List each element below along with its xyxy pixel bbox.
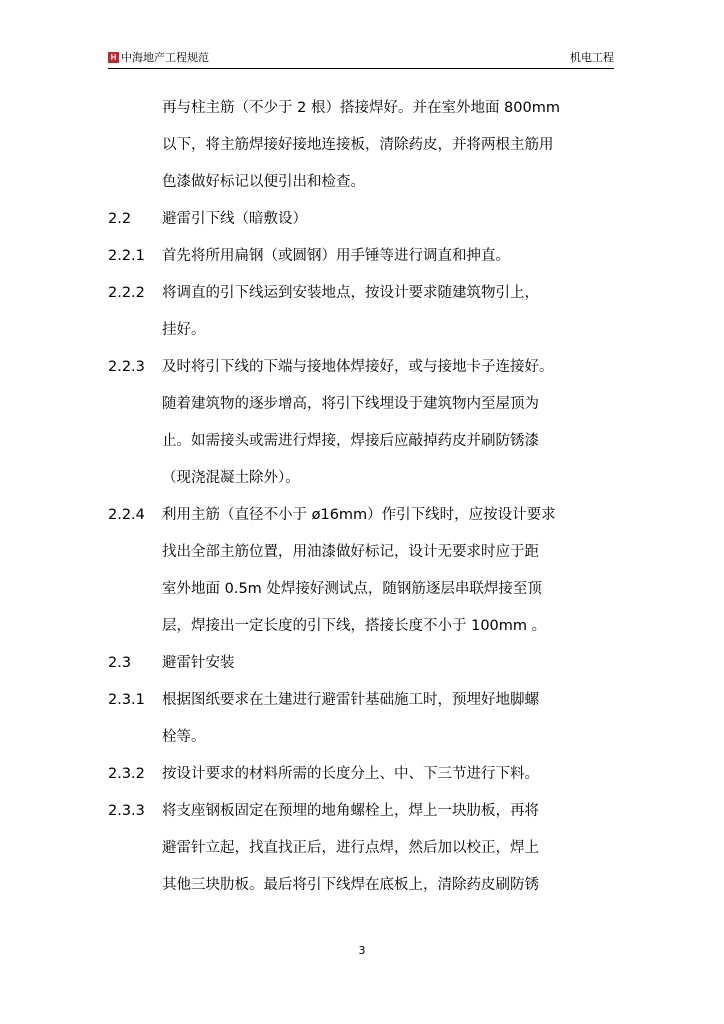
text-line: 按设计要求的材料所需的长度分上、中、下三节进行下料。 <box>162 766 539 782</box>
text-line: 随着建筑物的逐步增高，将引下线埋设于建筑物内至屋顶为 <box>162 396 539 412</box>
text-line: 避雷针立起，找直找正后，进行点焊，然后加以校正，焊上 <box>162 840 539 856</box>
paragraph <box>108 682 618 756</box>
text-line: 找出全部主筋位置，用油漆做好标记，设计无要求时应于距 <box>162 544 539 560</box>
paragraph <box>108 497 618 645</box>
text-line: 根据图纸要求在土建进行避雷针基础施工时，预埋好地脚螺 <box>162 692 539 708</box>
section-number: 2.2 <box>108 211 132 227</box>
document-body <box>108 90 618 904</box>
paragraph <box>108 793 618 904</box>
text-line: 将支座钢板固定在预埋的地角螺栓上，焊上一块肋板，再将 <box>162 803 539 819</box>
text-line: 避雷引下线（暗敷设） <box>162 211 307 227</box>
section-number: 2.2.1 <box>108 248 145 264</box>
text-line: 及时将引下线的下端与接地体焊接好，或与接地卡子连接好。 <box>162 359 554 375</box>
text-line: 其他三块肋板。最后将引下线焊在底板上，清除药皮刷防锈 <box>162 877 539 893</box>
text-line: 栓等。 <box>162 729 206 745</box>
text-line: 利用主筋（直径不小于 ø16mm）作引下线时，应按设计要求 <box>162 507 556 523</box>
text-line: 首先将所用扁钢（或圆钢）用手锤等进行调直和抻直。 <box>162 248 510 264</box>
text-line: 层，焊接出一定长度的引下线，搭接长度不小于 100mm 。 <box>162 618 547 634</box>
text-line: 以下，将主筋焊接好接地连接板，清除药皮，并将两根主筋用 <box>162 137 554 153</box>
section-number: 2.3 <box>108 655 132 671</box>
header-section: 机电工程 <box>570 51 614 64</box>
text-line: 避雷针安装 <box>162 655 235 671</box>
company-logo: H <box>108 52 119 63</box>
section-number: 2.3.2 <box>108 766 145 782</box>
paragraph <box>108 275 618 349</box>
section-number: 2.3.3 <box>108 803 145 819</box>
section-number: 2.2.2 <box>108 285 145 301</box>
text-line: 将调直的引下线运到安装地点，按设计要求随建筑物引上， <box>162 285 539 301</box>
paragraph <box>108 238 618 275</box>
paragraph <box>108 90 618 201</box>
header-title: 中海地产工程规范 <box>121 51 209 64</box>
section-number: 2.2.3 <box>108 359 145 375</box>
section-number: 2.3.1 <box>108 692 145 708</box>
page-number: 3 <box>358 944 366 957</box>
page-header <box>108 50 614 69</box>
paragraph <box>108 756 618 793</box>
text-line: 再与柱主筋（不少于 2 根）搭接焊好。并在室外地面 800mm <box>162 100 560 116</box>
paragraph <box>108 349 618 497</box>
text-line: （现浇混凝土除外）。 <box>162 470 300 486</box>
paragraph <box>108 645 618 682</box>
section-number: 2.2.4 <box>108 507 145 523</box>
text-line: 色漆做好标记以便引出和检查。 <box>162 174 365 190</box>
text-line: 挂好。 <box>162 322 206 338</box>
text-line: 止。如需接头或需进行焊接，焊接后应敲掉药皮并刷防锈漆 <box>162 433 539 449</box>
text-line: 室外地面 0.5m 处焊接好测试点，随钢筋逐层串联焊接至顶 <box>162 581 542 597</box>
paragraph <box>108 201 618 238</box>
